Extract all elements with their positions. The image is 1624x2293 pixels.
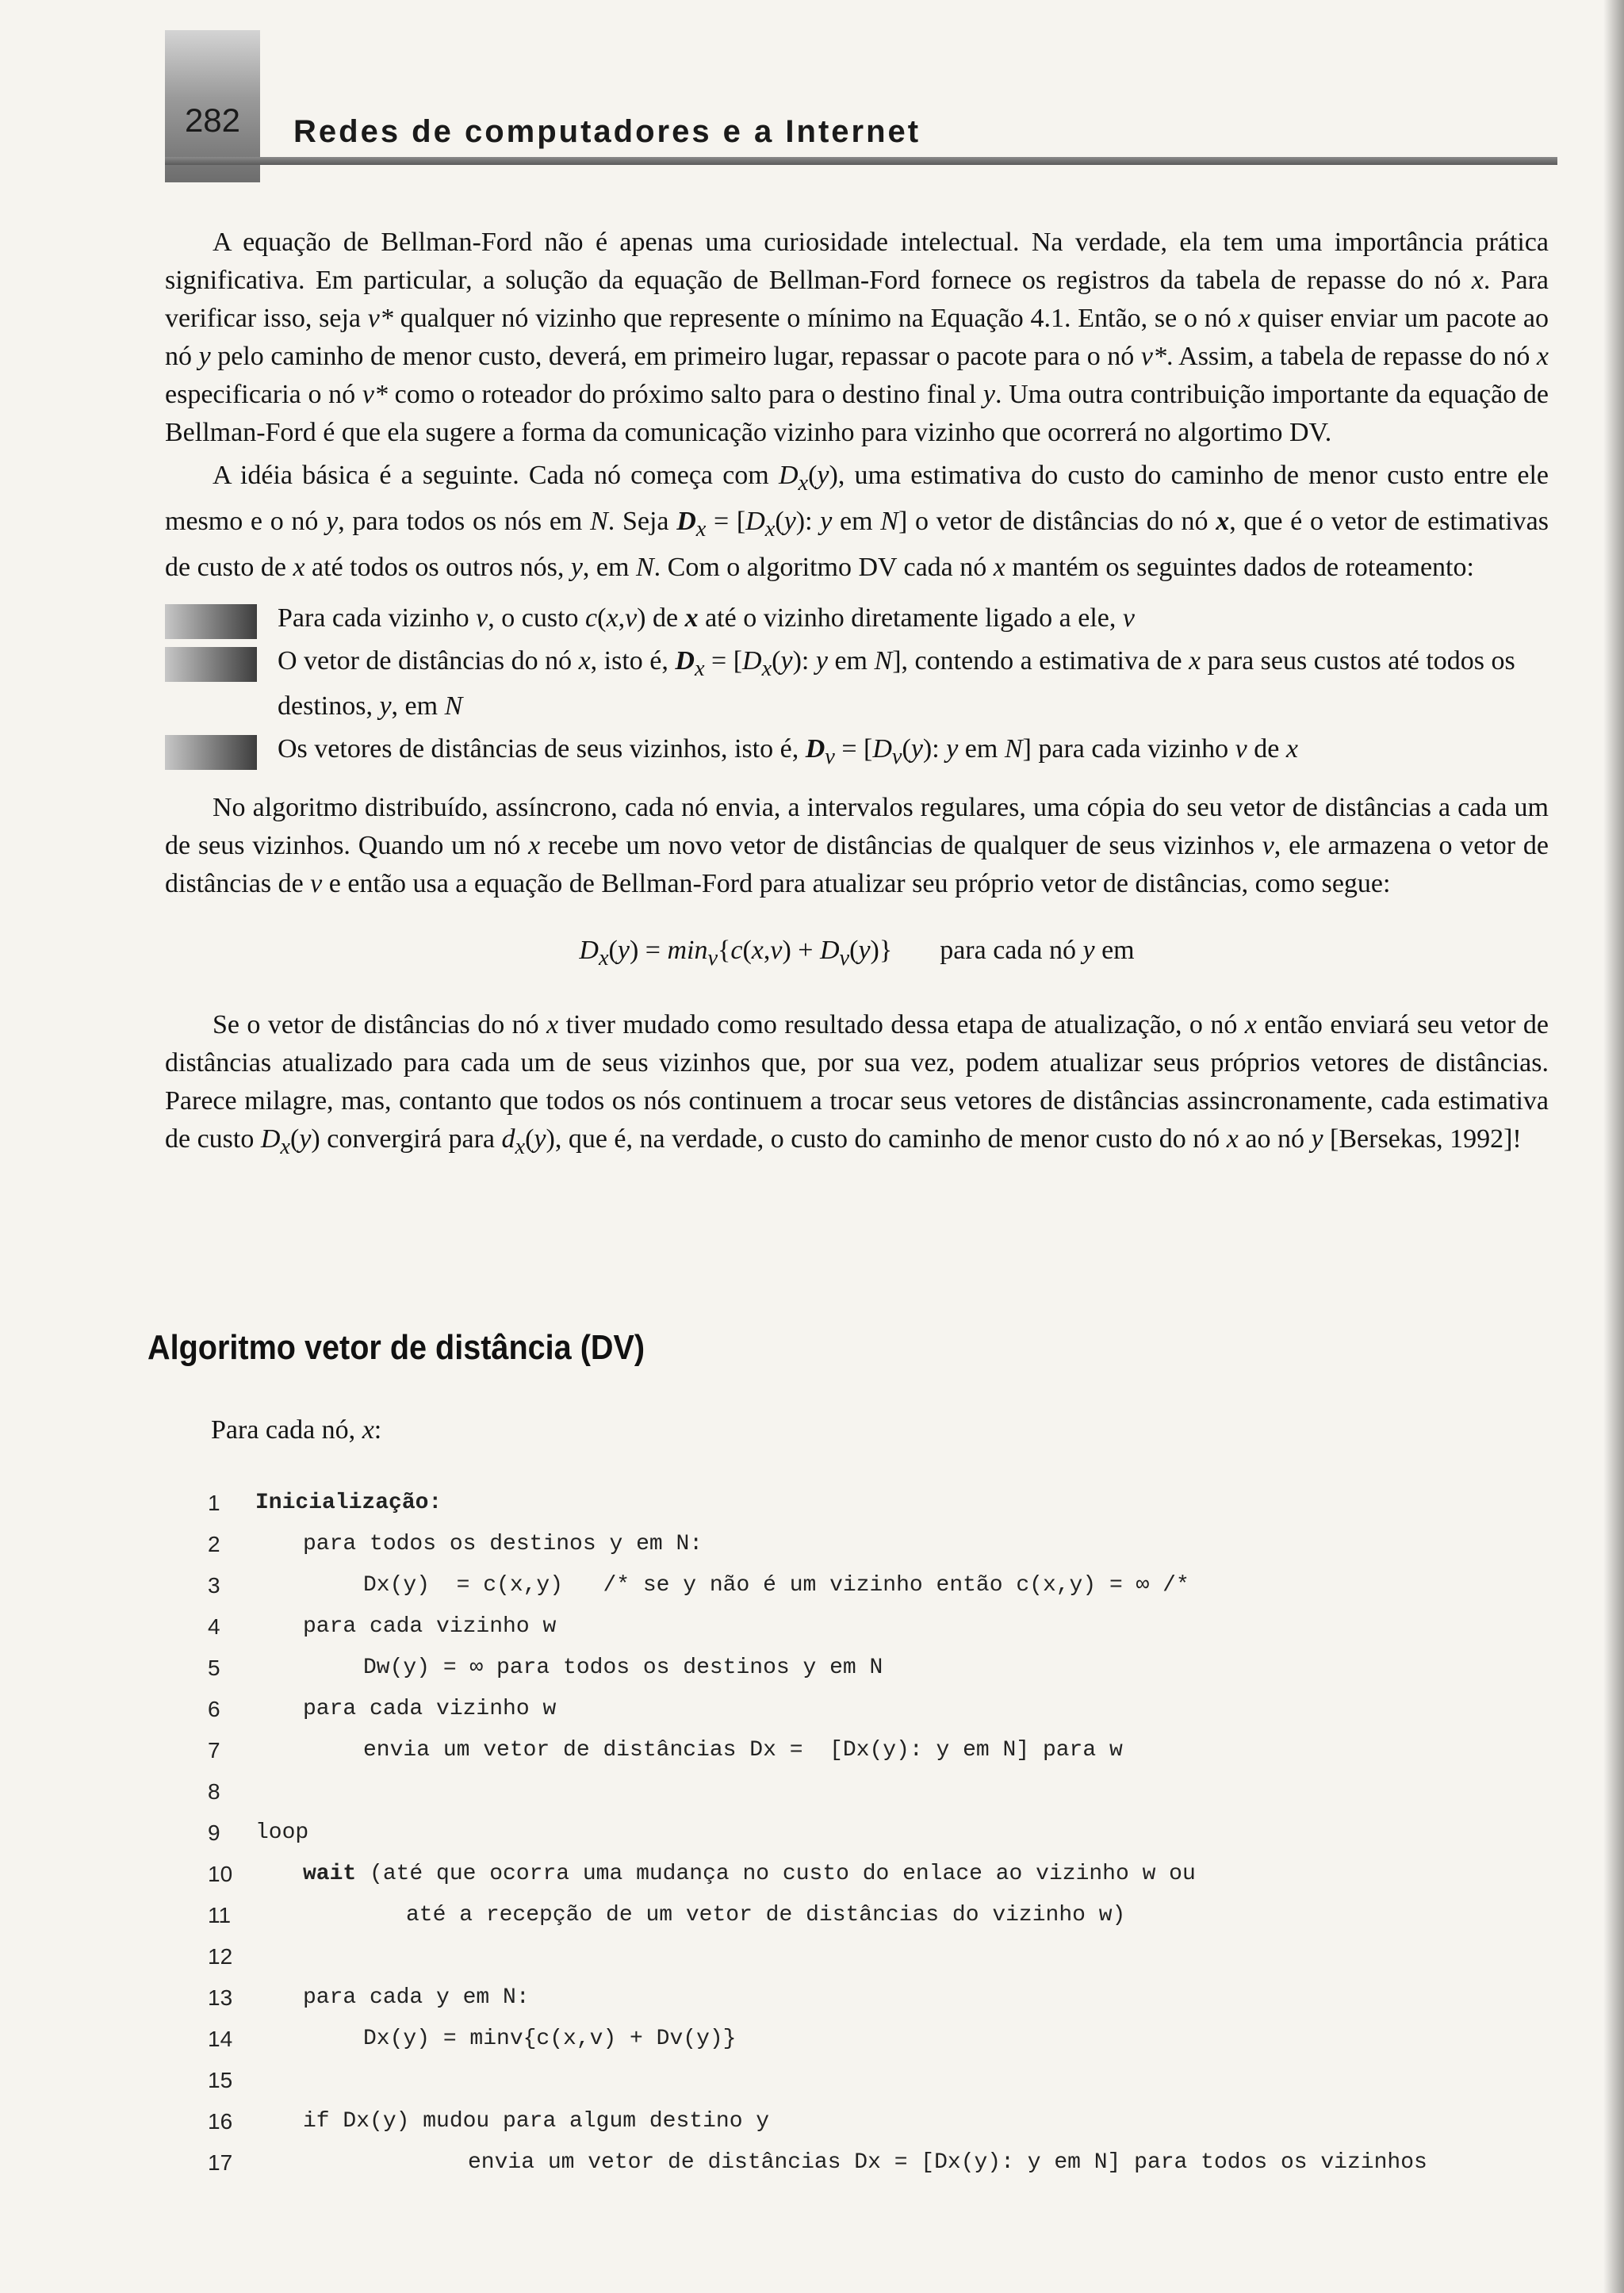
code-line <box>208 1854 1603 1895</box>
code-line <box>208 1771 1603 1813</box>
code-line <box>208 1483 1603 1524</box>
line-number: 15 <box>208 2068 233 2092</box>
paragraph-convergence: Se o vetor de distâncias do nó x tiver mudado como resultado dessa etapa de atualização, o nó x então enviará seu vetor de distâncias atualizado para cada um de seus vizinhos que, por sua vez, podem atualizar seus próprios vetores de distâncias. Parece milagre, mas, contanto que todos os nós continuem a trocar seus vetores de distâncias assincronamente, cada estimativa de custo $D_x(y)$ convergirá para $d_x(y)$, que é, na verdade, o custo do caminho de menor custo do nó x ao nó y [Bersekas, 1992]! <box>165 1009 1549 1159</box>
bellman-ford-update-formula: $D_x(y) = \min_v\{c(x,v) + D_v(y)\}$ para cada nó y em <box>579 936 1135 970</box>
code-text: para todos os destinos y em N: <box>303 1532 703 1556</box>
page-header <box>0 0 1624 174</box>
line-number: 4 <box>208 1614 220 1639</box>
code-text: Dw(y) = ∞ para todos os destinos y em N <box>363 1656 883 1680</box>
code-text: envia um vetor de distâncias Dx = [Dx(y): y em N] para todos os vizinhos <box>468 2150 1427 2175</box>
code-text: if Dx(y) mudou para algum destino y <box>303 2109 770 2134</box>
line-number: 11 <box>208 1903 232 1927</box>
line-number: 7 <box>208 1738 220 1763</box>
line-number: 3 <box>208 1573 220 1598</box>
list-item: Os vetores de distâncias de seus vizinhos, isto é, $D_v = [D_v(y)$: y em N] para cada vizinho v de x <box>165 730 1549 776</box>
code-line <box>208 1648 1603 1689</box>
code-text: até a recepção de um vetor de distâncias do vizinho w) <box>406 1903 1126 1927</box>
page-edge-shadow <box>1603 0 1624 2293</box>
paragraph-bellman-ford-importance: A equação de Bellman-Ford não é apenas uma curiosidade intelectual. Na verdade, ela tem uma importância prática significativa. Em particular, a solução da equação de Bellman-Ford fornece os registros da tabela de repasse do nó x. Para verificar isso, seja v* qualquer nó vizinho que represente o mínimo na Equação 4.1. Então, se o nó x quiser enviar um pacote ao nó y pelo caminho de menor custo, deverá, em primeiro lugar, repassar o pacote para o nó v*. Assim, a tabela de repasse do nó x especificaria o nó v* como o roteador do próximo salto para o destino final y. Uma outra contribuição importante da equação de Bellman-Ford é que ela sugere a forma da comunicação vizinho para vizinho que ocorrerá no algortimo DV. <box>165 228 1549 447</box>
code-line <box>208 1606 1603 1648</box>
code-text: Inicialização: <box>255 1491 442 1515</box>
code-text: wait (até que ocorra uma mudança no custo do enlace ao vizinho w ou <box>303 1862 1196 1886</box>
line-number: 16 <box>208 2109 233 2134</box>
code-line <box>208 1895 1603 1936</box>
routing-data-list <box>165 599 1549 777</box>
code-text: loop <box>255 1820 309 1845</box>
bullet-marker <box>165 647 257 682</box>
code-line <box>208 2101 1603 2142</box>
code-text: envia um vetor de distâncias Dx = [Dx(y): y em N] para w <box>363 1738 1123 1763</box>
body-text <box>165 224 1549 1166</box>
line-number: 13 <box>208 1985 233 2010</box>
code-line <box>208 2142 1603 2184</box>
line-number: 12 <box>208 1944 233 1969</box>
code-line <box>208 1565 1603 1606</box>
list-item: O vetor de distâncias do nó x, isto é, $D_x = [D_x(y)$: y em N], contendo a estimativa de x para seus custos até todos os destinos, y, em N <box>165 642 1549 726</box>
code-text: Dx(y) = c(x,y) /* se y não é um vizinho então c(x,y) = ∞ /* <box>363 1573 1189 1598</box>
page-number: 282 <box>184 101 241 139</box>
code-line <box>208 1730 1603 1771</box>
paragraph-distributed-algorithm: No algoritmo distribuído, assíncrono, cada nó envia, a intervalos regulares, uma cópia do seu vetor de distâncias a cada um de seus vizinhos. Quando um nó x recebe um novo vetor de distâncias de qualquer de seus vizinhos v, ele armazena o vetor de distâncias de v e então usa a equação de Bellman-Ford para atualizar seu próprio vetor de distâncias, como segue: <box>165 793 1549 899</box>
bullet-marker <box>165 735 257 770</box>
code-line <box>208 1524 1603 1565</box>
code-line <box>208 1689 1603 1730</box>
line-number: 14 <box>208 2027 233 2051</box>
line-number: 5 <box>208 1656 220 1680</box>
list-item: Para cada vizinho v, o custo c(x,v) de x até o vizinho diretamente ligado a ele, v <box>165 599 1549 637</box>
code-line <box>208 1936 1603 1977</box>
code-text: para cada vizinho w <box>303 1697 557 1721</box>
paragraph-basic-idea: A idéia básica é a seguinte. Cada nó começa com $D_x(y)$, uma estimativa do custo do caminho de menor custo entre ele mesmo e o nó y, para todos os nós em N. Seja $D_x = [D_x(y)$: y em N] o vetor de distâncias do nó x, que é o vetor de estimativas de custo de x até todos os outros nós, y, em N. Com o algoritmo DV cada nó x mantém os seguintes dados de roteamento: <box>165 461 1549 582</box>
running-title: Redes de computadores e a Internet <box>293 114 921 149</box>
code-line <box>208 2060 1603 2101</box>
line-number: 8 <box>208 1779 220 1804</box>
section-heading: Algoritmo vetor de distância (DV) <box>147 1328 645 1367</box>
code-text: Dx(y) = minv{c(x,v) + Dv(y)} <box>363 2027 737 2051</box>
bullet-marker <box>165 604 257 639</box>
line-number: 6 <box>208 1697 220 1721</box>
line-number: 9 <box>208 1820 220 1845</box>
line-number: 2 <box>208 1532 220 1556</box>
line-number: 17 <box>208 2150 233 2175</box>
line-number: 1 <box>208 1491 220 1515</box>
code-line <box>208 2019 1603 2060</box>
code-line <box>208 1977 1603 2019</box>
pseudocode-block <box>208 1483 1603 2184</box>
code-text: para cada y em N: <box>303 1985 530 2010</box>
header-rule <box>165 157 1557 165</box>
algorithm-intro: Para cada nó, x: <box>211 1415 382 1445</box>
code-line <box>208 1813 1603 1854</box>
code-text: para cada vizinho w <box>303 1614 557 1639</box>
line-number: 10 <box>208 1862 233 1886</box>
